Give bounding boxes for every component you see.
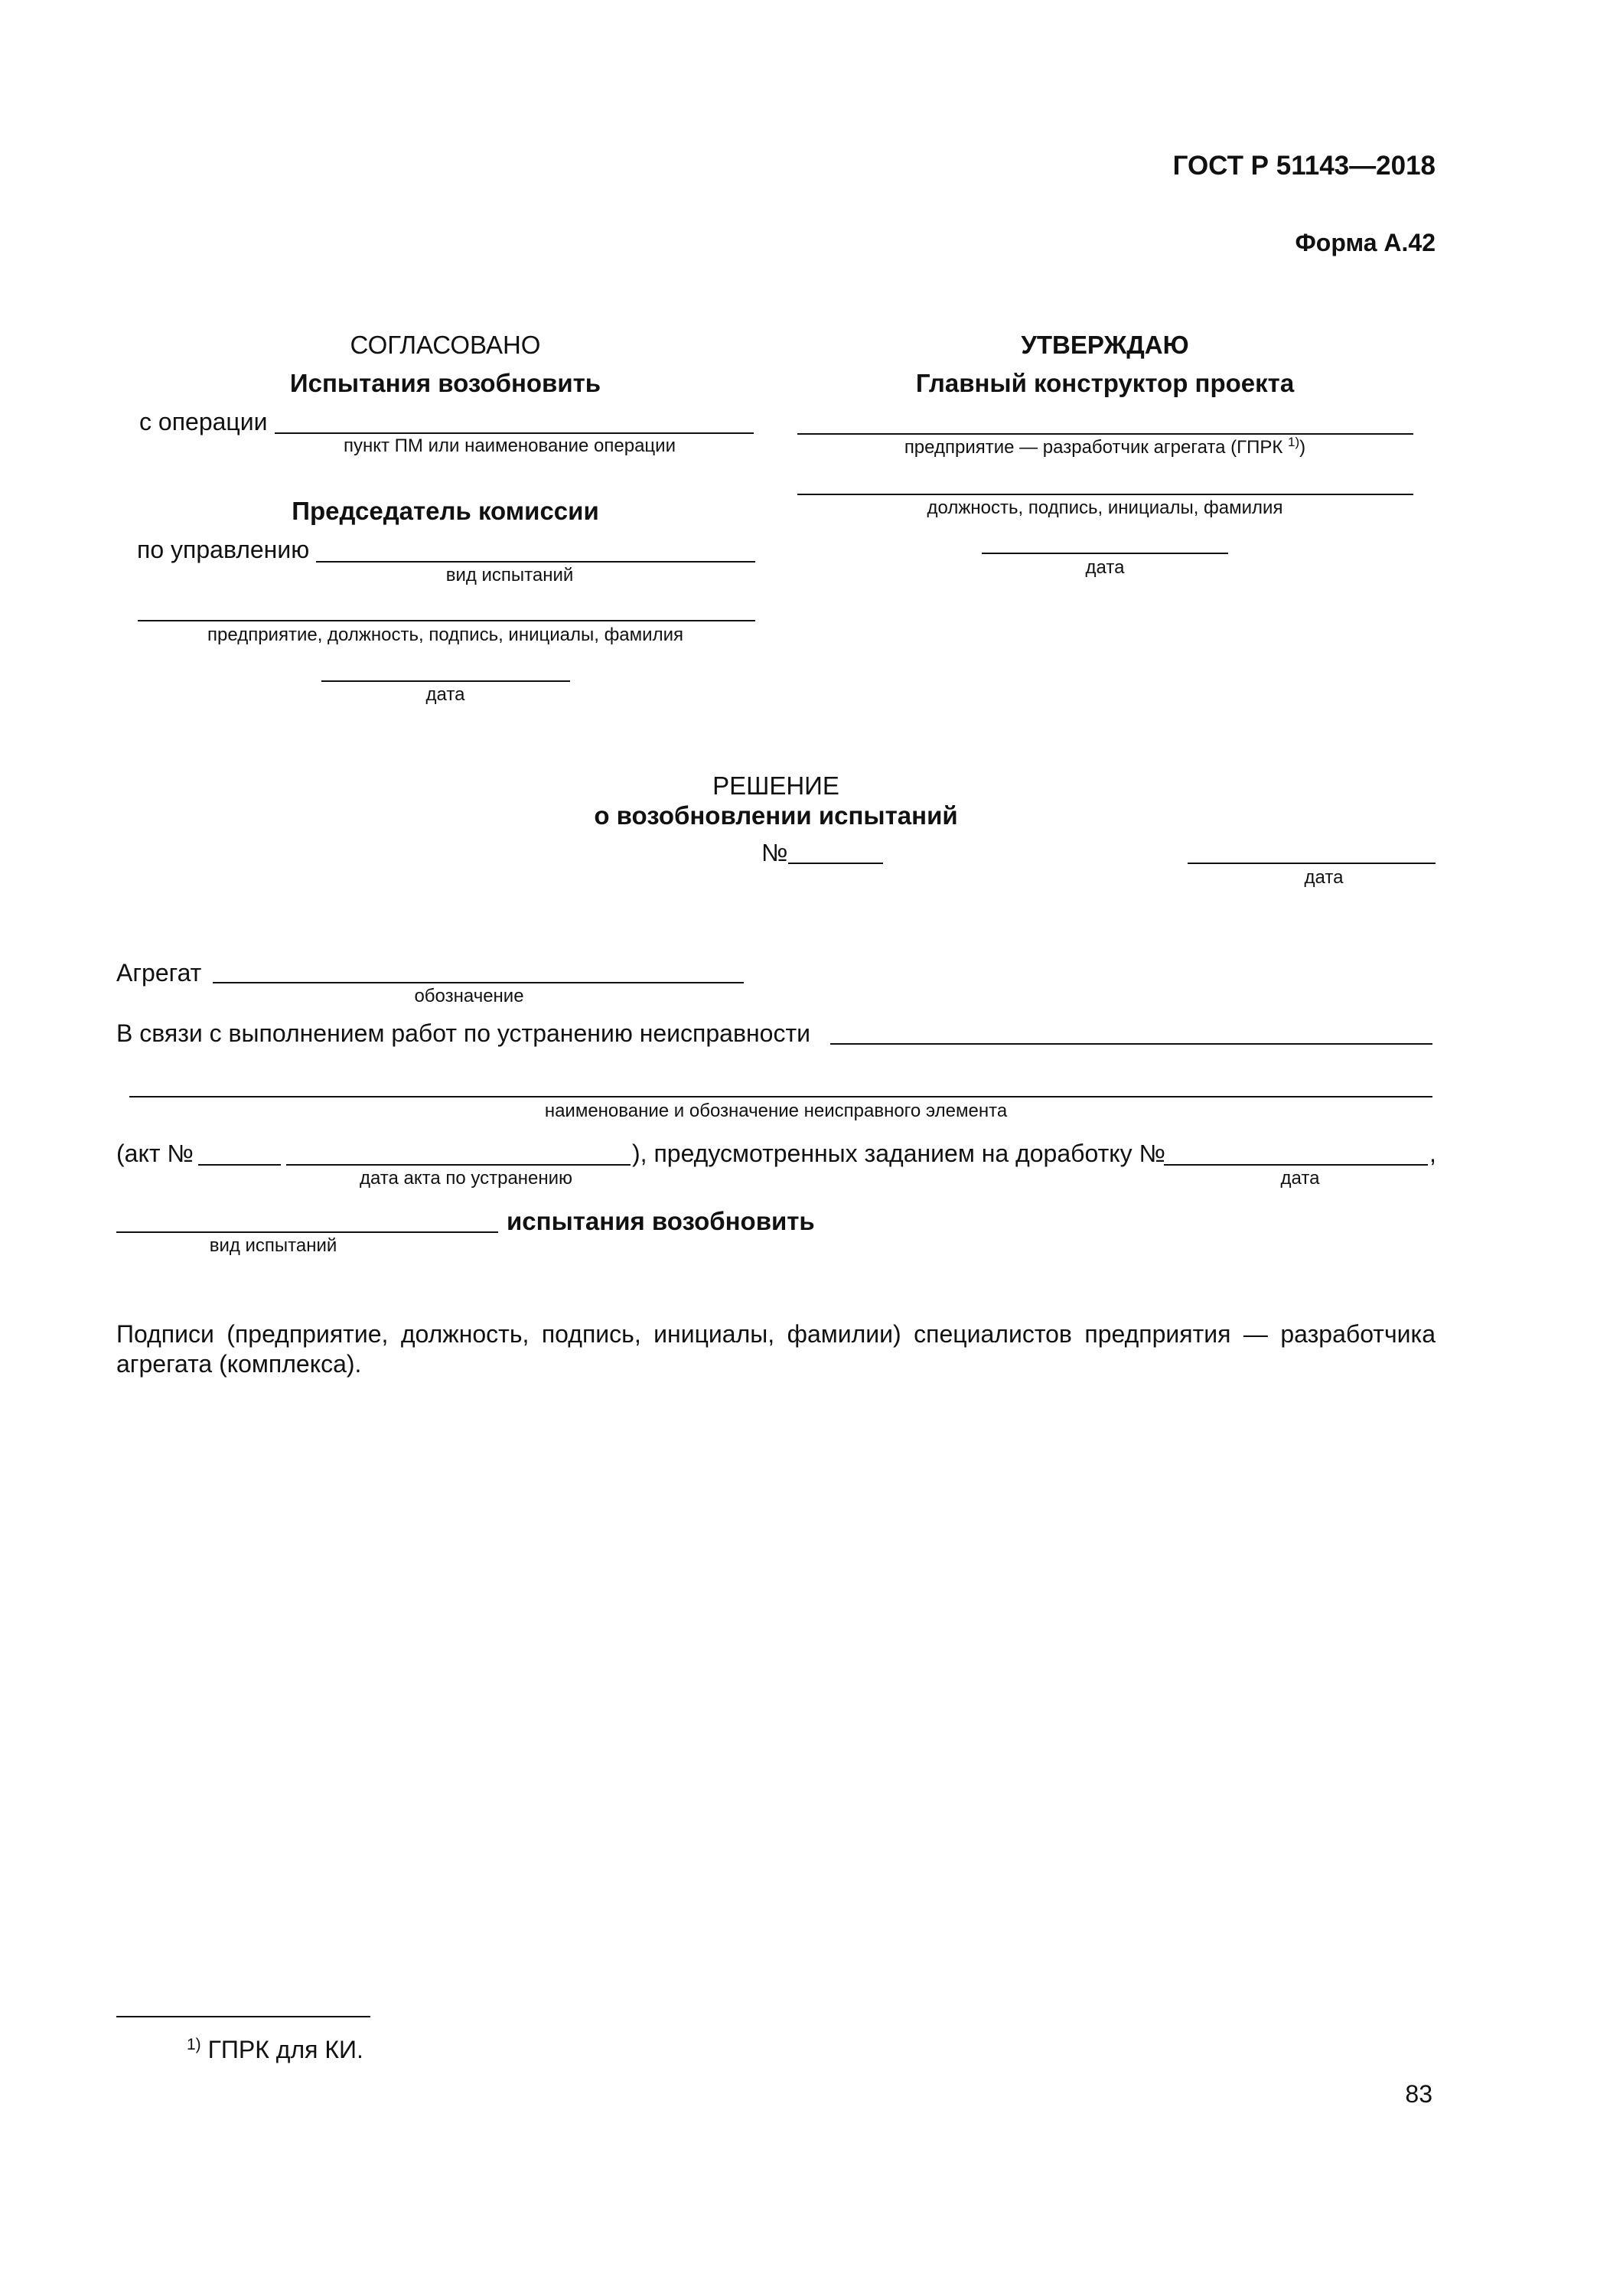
from-operation-label: с операции <box>139 408 268 435</box>
department-caption: вид испытаний <box>445 565 574 585</box>
form-number: Форма А.42 <box>1295 229 1436 256</box>
decision-subtitle: о возобновлении испытаний <box>594 801 958 830</box>
approved-org-caption <box>799 437 1411 460</box>
decision-number-label: № <box>761 839 788 866</box>
act-suffix: , <box>1429 1140 1436 1167</box>
decision-title: РЕШЕНИЕ <box>712 771 839 800</box>
agreed-subtitle: Испытания возобновить <box>289 369 601 397</box>
footnote-separator <box>116 2016 370 2017</box>
signatures-paragraph <box>116 1319 1436 1379</box>
footnote-reference: 1) <box>1288 435 1300 449</box>
approved-org-caption-text: предприятие — разработчик агрегата (ГПРК <box>904 437 1289 458</box>
agreed-signer-caption: предприятие, должность, подпись, инициалы, фамилия <box>207 625 683 645</box>
faulty-element-field <box>129 1096 1432 1097</box>
act-number-field <box>198 1164 281 1166</box>
from-operation-field <box>275 432 754 434</box>
unit-field <box>213 982 744 983</box>
approved-org-field <box>797 433 1413 435</box>
reason-text: В связи с выполнением работ по устранению неисправности <box>116 1019 810 1047</box>
decision-number-field <box>788 863 883 864</box>
footnote <box>187 2035 363 2068</box>
approved-date-field <box>982 553 1228 554</box>
agreed-date-field <box>321 680 570 682</box>
chair-title: Председатель комиссии <box>292 497 599 525</box>
department-field <box>316 561 755 563</box>
standard-designation: ГОСТ Р 51143—2018 <box>1172 151 1436 181</box>
unit-caption: обозначение <box>414 986 524 1006</box>
department-label: по управлению <box>137 536 310 563</box>
decision-date-caption: дата <box>1304 867 1344 888</box>
footnote-text: ГПРК для КИ. <box>207 2036 363 2063</box>
approved-title: УТВЕРЖДАЮ <box>1021 331 1189 359</box>
act-date-caption: дата акта по устранению <box>359 1168 573 1189</box>
agreed-title: СОГЛАСОВАНО <box>350 331 541 359</box>
from-operation-caption: пункт ПМ или наименование операции <box>344 435 676 456</box>
task-date-caption: дата <box>1280 1168 1320 1189</box>
page-number: 83 <box>1405 2080 1432 2108</box>
approved-date-caption: дата <box>1085 557 1125 578</box>
faulty-element-caption: наименование и обозначение неисправного элемента <box>544 1101 1008 1121</box>
signatures-line-1: Подписи (предприятие, должность, подпись, инициалы, фамилии) специалистов предприятия — разработчика <box>116 1320 1436 1348</box>
act-prefix: (акт № <box>116 1140 194 1167</box>
test-type-field <box>116 1231 498 1233</box>
act-date-field <box>286 1164 631 1166</box>
signatures-line-2: агрегата (комплекса). <box>116 1350 362 1378</box>
footnote-marker: 1) <box>187 2036 201 2053</box>
test-type-caption: вид испытаний <box>209 1235 337 1256</box>
agreed-signer-field <box>138 620 755 621</box>
reason-field <box>830 1043 1432 1045</box>
approved-org-caption-close: ) <box>1299 437 1306 458</box>
unit-label: Агрегат <box>116 959 202 987</box>
task-number-field <box>1164 1164 1428 1166</box>
approved-signer-field <box>797 494 1413 495</box>
agreed-date-caption: дата <box>425 684 465 705</box>
resume-text: испытания возобновить <box>507 1207 815 1235</box>
decision-date-field <box>1188 863 1436 864</box>
act-mid-text: ), предусмотренных заданием на доработку № <box>632 1140 1165 1167</box>
approved-subtitle: Главный конструктор проекта <box>915 369 1295 397</box>
approved-signer-caption: должность, подпись, инициалы, фамилия <box>927 497 1283 518</box>
